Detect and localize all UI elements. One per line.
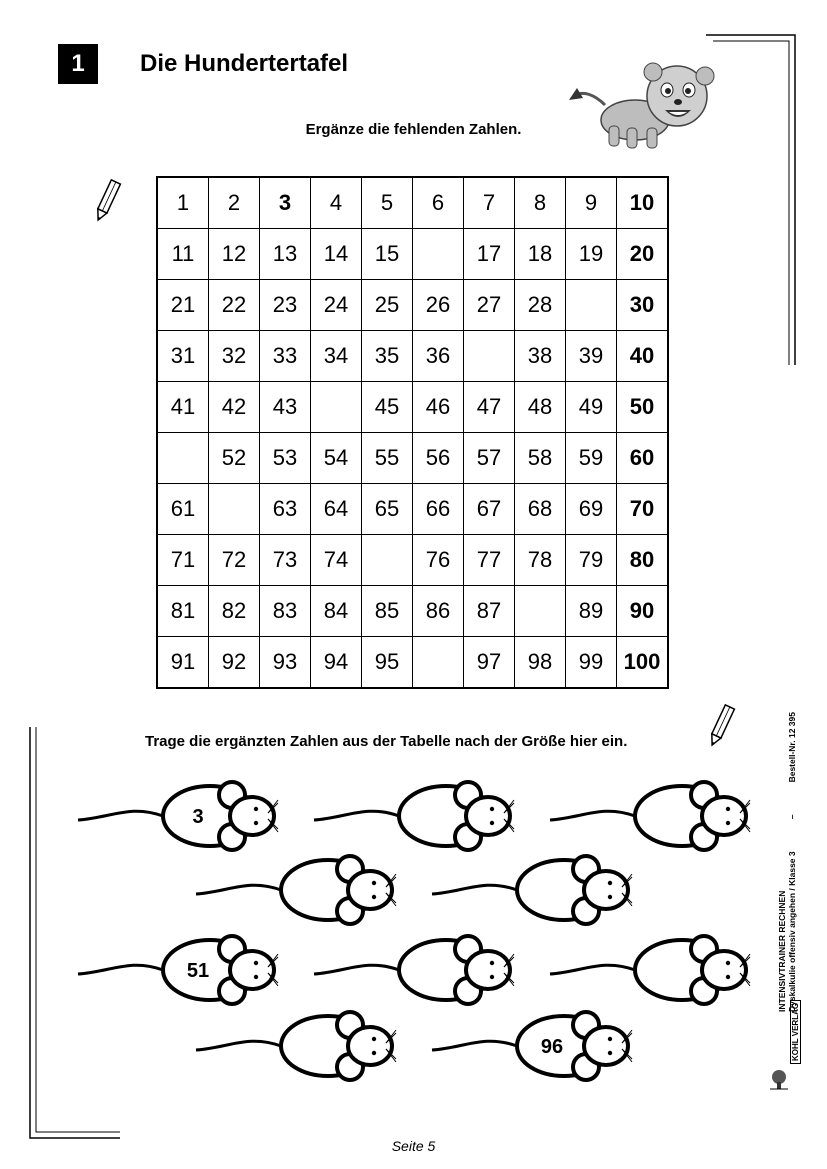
grid-cell: 25 bbox=[362, 280, 413, 331]
grid-cell: 91 bbox=[157, 637, 209, 689]
grid-cell: 12 bbox=[209, 229, 260, 280]
grid-cell-empty[interactable] bbox=[362, 535, 413, 586]
mouse-head bbox=[466, 797, 510, 835]
grid-cell: 93 bbox=[260, 637, 311, 689]
grid-cell: 61 bbox=[157, 484, 209, 535]
page-number: Seite 5 bbox=[391, 1138, 436, 1154]
grid-cell: 64 bbox=[311, 484, 362, 535]
grid-cell: 27 bbox=[464, 280, 515, 331]
grid-cell: 7 bbox=[464, 177, 515, 229]
mouse-head bbox=[702, 951, 746, 989]
grid-cell: 80 bbox=[617, 535, 669, 586]
grid-cell: 74 bbox=[311, 535, 362, 586]
grid-cell: 99 bbox=[566, 637, 617, 689]
mouse-head bbox=[584, 1027, 628, 1065]
grid-cell: 82 bbox=[209, 586, 260, 637]
grid-cell: 58 bbox=[515, 433, 566, 484]
grid-cell: 85 bbox=[362, 586, 413, 637]
grid-cell: 24 bbox=[311, 280, 362, 331]
grid-cell: 30 bbox=[617, 280, 669, 331]
mouse-tail bbox=[78, 965, 163, 974]
mouse-head bbox=[702, 797, 746, 835]
mouse-tail bbox=[314, 965, 399, 974]
instruction-fill-missing bbox=[0, 121, 827, 138]
mouse-eye bbox=[372, 1051, 376, 1055]
grid-cell: 42 bbox=[209, 382, 260, 433]
mouse-eye bbox=[608, 881, 612, 885]
mouse-eye bbox=[490, 821, 494, 825]
grid-cell: 97 bbox=[464, 637, 515, 689]
grid-cell: 47 bbox=[464, 382, 515, 433]
grid-cell: 22 bbox=[209, 280, 260, 331]
publisher-logo-icon bbox=[768, 1068, 790, 1090]
grid-cell: 92 bbox=[209, 637, 260, 689]
grid-cell: 18 bbox=[515, 229, 566, 280]
mouse-answer-field[interactable] bbox=[550, 936, 750, 1004]
grid-row bbox=[157, 229, 668, 280]
grid-cell: 54 bbox=[311, 433, 362, 484]
grid-cell: 34 bbox=[311, 331, 362, 382]
grid-row bbox=[157, 535, 668, 586]
mouse-head bbox=[230, 951, 274, 989]
mouse-number: 96 bbox=[540, 1036, 564, 1058]
side-series: INTENSIVTRAINER RECHNEN bbox=[777, 890, 787, 1012]
grid-cell: 94 bbox=[311, 637, 362, 689]
mouse-tail bbox=[550, 965, 635, 974]
page-title: Die Hundertertafel bbox=[140, 50, 349, 77]
side-order-number: Bestell-Nr. 12 395 bbox=[787, 712, 797, 783]
grid-cell: 13 bbox=[260, 229, 311, 280]
mouse-tail bbox=[196, 885, 281, 894]
mouse-eye bbox=[608, 1037, 612, 1041]
grid-cell: 90 bbox=[617, 586, 669, 637]
grid-cell: 55 bbox=[362, 433, 413, 484]
grid-row bbox=[157, 280, 668, 331]
grid-row bbox=[157, 484, 668, 535]
mouse-tail bbox=[432, 885, 517, 894]
grid-cell: 73 bbox=[260, 535, 311, 586]
grid-row bbox=[157, 177, 668, 229]
grid-cell: 39 bbox=[566, 331, 617, 382]
grid-cell-empty[interactable] bbox=[515, 586, 566, 637]
grid-cell: 31 bbox=[157, 331, 209, 382]
grid-cell: 79 bbox=[566, 535, 617, 586]
grid-cell: 17 bbox=[464, 229, 515, 280]
grid-cell: 76 bbox=[413, 535, 464, 586]
grid-cell: 68 bbox=[515, 484, 566, 535]
grid-cell: 20 bbox=[617, 229, 669, 280]
grid-cell: 8 bbox=[515, 177, 566, 229]
grid-cell: 46 bbox=[413, 382, 464, 433]
grid-cell: 45 bbox=[362, 382, 413, 433]
grid-cell: 56 bbox=[413, 433, 464, 484]
mice-area bbox=[0, 760, 770, 1090]
mouse-eye bbox=[254, 961, 258, 965]
grid-cell: 83 bbox=[260, 586, 311, 637]
grid-cell: 57 bbox=[464, 433, 515, 484]
grid-cell-empty[interactable] bbox=[413, 229, 464, 280]
mouse-eye bbox=[490, 807, 494, 811]
publisher-sidebar bbox=[777, 712, 807, 1012]
lion-illustration bbox=[565, 60, 725, 152]
side-separator: – bbox=[787, 814, 797, 820]
mouse-eye bbox=[254, 975, 258, 979]
grid-cell: 72 bbox=[209, 535, 260, 586]
mouse-answer-field[interactable] bbox=[550, 782, 750, 850]
grid-cell-empty[interactable] bbox=[311, 382, 362, 433]
grid-cell: 6 bbox=[413, 177, 464, 229]
mouse-head bbox=[230, 797, 274, 835]
mouse-eye bbox=[490, 975, 494, 979]
grid-cell: 78 bbox=[515, 535, 566, 586]
grid-cell: 70 bbox=[617, 484, 669, 535]
grid-cell: 4 bbox=[311, 177, 362, 229]
grid-cell: 40 bbox=[617, 331, 669, 382]
grid-cell: 50 bbox=[617, 382, 669, 433]
mouse-head bbox=[348, 1027, 392, 1065]
grid-cell: 21 bbox=[157, 280, 209, 331]
grid-cell: 5 bbox=[362, 177, 413, 229]
grid-cell: 15 bbox=[362, 229, 413, 280]
mouse-tail bbox=[550, 811, 635, 820]
grid-cell: 33 bbox=[260, 331, 311, 382]
mouse-number: 3 bbox=[192, 806, 204, 828]
mouse-tail bbox=[314, 811, 399, 820]
mouse-eye bbox=[726, 975, 730, 979]
grid-cell: 10 bbox=[617, 177, 669, 229]
grid-cell: 84 bbox=[311, 586, 362, 637]
publisher-logo-text: KOHL VERLAG bbox=[790, 1000, 801, 1064]
mouse-number: 51 bbox=[186, 960, 210, 982]
grid-cell: 9 bbox=[566, 177, 617, 229]
grid-cell: 41 bbox=[157, 382, 209, 433]
instruction-sort: Trage die ergänzten Zahlen aus der Tabelle nach der Größe hier ein. bbox=[145, 733, 628, 750]
grid-cell: 86 bbox=[413, 586, 464, 637]
grid-cell: 3 bbox=[260, 177, 311, 229]
mouse-tail bbox=[196, 1041, 281, 1050]
pencil-icon bbox=[92, 178, 122, 224]
grid-cell: 87 bbox=[464, 586, 515, 637]
mouse-eye bbox=[490, 961, 494, 965]
grid-cell: 66 bbox=[413, 484, 464, 535]
grid-cell: 60 bbox=[617, 433, 669, 484]
grid-cell: 2 bbox=[209, 177, 260, 229]
mouse-answer-field[interactable] bbox=[314, 782, 514, 850]
grid-cell: 69 bbox=[566, 484, 617, 535]
grid-row bbox=[157, 637, 668, 689]
grid-cell: 98 bbox=[515, 637, 566, 689]
grid-cell-empty[interactable] bbox=[209, 484, 260, 535]
grid-cell: 11 bbox=[157, 229, 209, 280]
hundred-table bbox=[156, 176, 669, 689]
mouse-eye bbox=[254, 821, 258, 825]
grid-cell: 63 bbox=[260, 484, 311, 535]
grid-cell: 77 bbox=[464, 535, 515, 586]
mouse-answer-field[interactable] bbox=[196, 856, 396, 924]
grid-cell: 49 bbox=[566, 382, 617, 433]
mouse-eye bbox=[726, 807, 730, 811]
grid-cell: 36 bbox=[413, 331, 464, 382]
grid-row bbox=[157, 331, 668, 382]
grid-cell: 43 bbox=[260, 382, 311, 433]
mouse-eye bbox=[372, 1037, 376, 1041]
mouse-answer-field[interactable] bbox=[432, 856, 632, 924]
mouse-tail bbox=[78, 811, 163, 820]
mouse-answer-field[interactable] bbox=[314, 936, 514, 1004]
grid-cell: 38 bbox=[515, 331, 566, 382]
grid-cell: 65 bbox=[362, 484, 413, 535]
exercise-number-badge: 1 bbox=[58, 44, 98, 84]
pencil-icon bbox=[706, 703, 736, 749]
mouse-answer-field[interactable] bbox=[78, 936, 278, 1004]
grid-row bbox=[157, 586, 668, 637]
mouse-head bbox=[584, 871, 628, 909]
mouse-answer-field[interactable] bbox=[196, 1012, 396, 1080]
grid-cell: 32 bbox=[209, 331, 260, 382]
mouse-eye bbox=[726, 961, 730, 965]
mouse-eye bbox=[372, 881, 376, 885]
mouse-answer-field[interactable] bbox=[78, 782, 278, 850]
grid-cell: 67 bbox=[464, 484, 515, 535]
grid-cell: 52 bbox=[209, 433, 260, 484]
mouse-eye bbox=[254, 807, 258, 811]
grid-cell: 48 bbox=[515, 382, 566, 433]
grid-cell-empty[interactable] bbox=[157, 433, 209, 484]
grid-row bbox=[157, 433, 668, 484]
mouse-answer-field[interactable] bbox=[432, 1012, 632, 1080]
grid-row bbox=[157, 382, 668, 433]
mouse-tail bbox=[432, 1041, 517, 1050]
grid-cell: 28 bbox=[515, 280, 566, 331]
grid-cell: 14 bbox=[311, 229, 362, 280]
grid-cell: 59 bbox=[566, 433, 617, 484]
grid-cell: 81 bbox=[157, 586, 209, 637]
mouse-head bbox=[348, 871, 392, 909]
grid-cell: 26 bbox=[413, 280, 464, 331]
mouse-eye bbox=[608, 1051, 612, 1055]
grid-cell: 89 bbox=[566, 586, 617, 637]
grid-cell: 19 bbox=[566, 229, 617, 280]
grid-cell: 23 bbox=[260, 280, 311, 331]
grid-cell: 71 bbox=[157, 535, 209, 586]
grid-cell-empty[interactable] bbox=[566, 280, 617, 331]
mouse-eye bbox=[372, 895, 376, 899]
mouse-head bbox=[466, 951, 510, 989]
side-subtitle: Dyskalkulie offensiv angehen / Klasse 3 bbox=[787, 851, 797, 1012]
instruction-fill-text: Ergänze die fehlenden Zahlen. bbox=[305, 121, 522, 138]
grid-cell: 35 bbox=[362, 331, 413, 382]
grid-cell: 100 bbox=[617, 637, 669, 689]
grid-cell-empty[interactable] bbox=[464, 331, 515, 382]
grid-cell: 1 bbox=[157, 177, 209, 229]
grid-cell: 53 bbox=[260, 433, 311, 484]
mouse-eye bbox=[726, 821, 730, 825]
grid-cell: 95 bbox=[362, 637, 413, 689]
grid-cell-empty[interactable] bbox=[413, 637, 464, 689]
mouse-eye bbox=[608, 895, 612, 899]
